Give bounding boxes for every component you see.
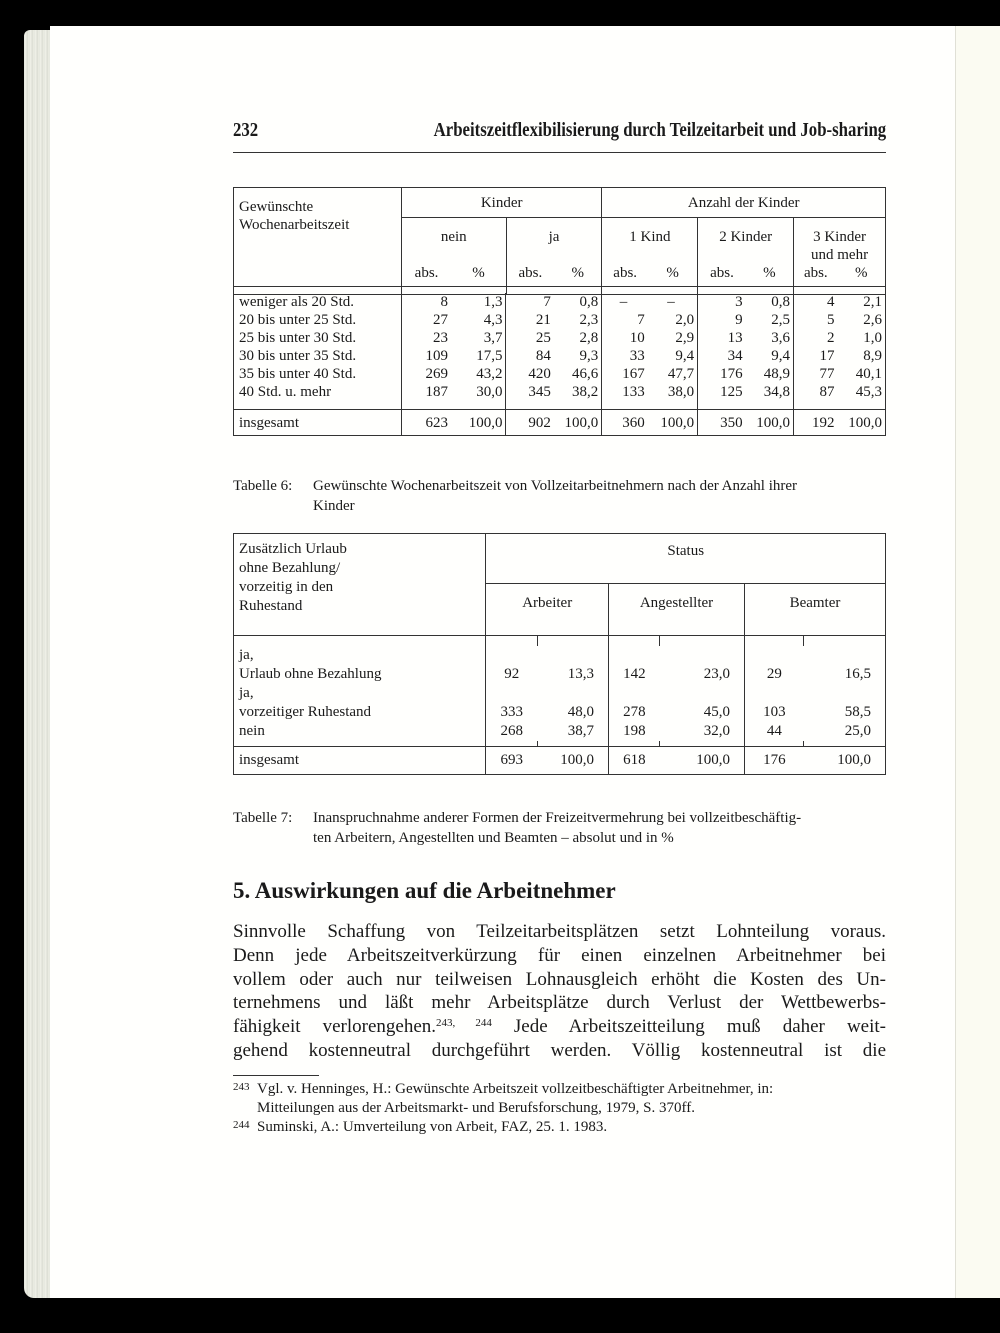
running-title: Arbeitszeitflexibilisierung durch Teilzeitarbeit und Job-sharing: [433, 120, 886, 141]
body-line: Denn jede Arbeitszeitverkürzung für einen einzelnen Arbeitnehmer bei: [233, 944, 886, 966]
cell-pct: 46,6: [554, 365, 602, 383]
row-label: 40 Std. u. mehr: [234, 383, 402, 401]
header-1-kind: 1 Kind: [602, 218, 698, 265]
stub-header-line: Ruhestand: [239, 598, 303, 614]
cell-abs: 13: [727, 330, 743, 346]
cell-pct: 2,3: [554, 311, 602, 329]
table-row: [234, 365, 886, 383]
row-label: 30 bis unter 35 Std.: [234, 347, 402, 365]
caption-text: [313, 476, 797, 516]
stub-header-line: Zusätzlich Urlaub: [239, 541, 347, 557]
cell-abs: 25: [535, 330, 551, 346]
page-number: 232: [233, 120, 259, 141]
cell-pct: 38,2: [554, 383, 602, 401]
cell-abs: 27: [433, 312, 449, 328]
header-status: Status: [486, 534, 886, 584]
row-label: [234, 722, 486, 741]
cell-abs: 618: [609, 747, 660, 775]
cell-pct: 100,0: [746, 409, 794, 435]
row-label: insgesamt: [234, 409, 402, 435]
cell-abs: 3: [735, 294, 743, 310]
cell-abs: 9: [735, 312, 743, 328]
row-label-line: ja,: [239, 684, 254, 701]
cell-abs: 333: [486, 684, 537, 722]
cell-abs: 21: [535, 312, 551, 328]
unit-pct: %: [763, 265, 776, 281]
cell-pct: 9,4: [746, 347, 794, 365]
cell-abs: 8: [440, 294, 449, 310]
cell-abs: 84: [535, 348, 551, 364]
row-label-line: nein: [239, 722, 265, 739]
cell-abs: 278: [609, 684, 660, 722]
row-label: [234, 646, 486, 684]
cell-pct: 2,5: [746, 311, 794, 329]
caption-line: ten Arbeitern, Angestellten und Beamten – absolut und in %: [313, 830, 674, 846]
cell-pct: 3,6: [746, 329, 794, 347]
running-head: [233, 120, 886, 153]
cell-pct: 38,0: [648, 383, 698, 401]
table7-caption: [233, 808, 893, 848]
table7-stub-header: [234, 534, 486, 636]
cell-pct: 47,7: [648, 365, 698, 383]
unit-pct: %: [855, 265, 868, 281]
cell-abs: 34: [727, 348, 743, 364]
cell-pct: 32,0: [660, 722, 745, 741]
caption-line: Kinder: [313, 498, 355, 514]
cell-abs: 7: [637, 312, 645, 328]
footnote-ref: 243, 244: [436, 1017, 492, 1030]
cell-abs: 4: [826, 294, 835, 310]
cell-abs: 17: [819, 348, 835, 364]
cell-pct: 0,8: [746, 293, 794, 311]
table-row: [234, 646, 886, 684]
table-row: [234, 347, 886, 365]
cell-pct: 40,1: [837, 365, 885, 383]
spacer-row: [234, 401, 886, 409]
cell-pct: 13,3: [537, 646, 609, 684]
caption-tag: Tabelle 7:: [233, 810, 293, 826]
cell-pct: 2,9: [648, 329, 698, 347]
row-label-line: vorzeitiger Ruhestand: [239, 703, 372, 720]
header-beamter: Beamter: [744, 584, 885, 636]
cell-pct: 100,0: [554, 409, 602, 435]
unit-pct: %: [571, 265, 584, 281]
body-line: ternehmens und läßt mehr Arbeitsplätze durch Verlust der Wettbewerbs-: [233, 992, 886, 1014]
header-3-kinder-line1: 3 Kinder: [813, 229, 866, 245]
caption-text: [313, 808, 801, 848]
table-total-row: [234, 409, 886, 435]
footnote-rule: [233, 1075, 319, 1076]
unit-abs: abs.: [401, 264, 451, 286]
cell-pct: 1,0: [837, 329, 885, 347]
footnote-244: [233, 1118, 893, 1137]
table-6: [233, 187, 886, 295]
stub-header-line: ohne Bezahlung/: [239, 560, 341, 576]
cell-pct: 25,0: [804, 722, 886, 741]
row-label: 20 bis unter 25 Std.: [234, 311, 402, 329]
footnote-line: Suminski, A.: Umverteilung von Arbeit, FAZ, 25. 1. 1983.: [257, 1119, 608, 1135]
cell-pct: 45,3: [837, 383, 885, 401]
cell-pct: 100,0: [837, 409, 885, 435]
cell-pct: 58,5: [804, 684, 886, 722]
cell-pct: 43,2: [451, 365, 506, 383]
header-kinder: Kinder: [401, 188, 602, 218]
cell-pct: 0,8: [554, 293, 602, 311]
cell-abs: 103: [744, 684, 803, 722]
footnote-number: 243: [233, 1081, 250, 1093]
cell-abs: 33: [629, 348, 645, 364]
unit-pct: %: [472, 265, 485, 281]
table6-stub-header: [234, 188, 402, 287]
cell-pct: 48,9: [746, 365, 794, 383]
cell-pct: 2,6: [837, 311, 885, 329]
cell-pct: 2,0: [648, 311, 698, 329]
body-text-fragment: Jede Arbeitszeitteilung muß daher weit-: [491, 1016, 886, 1038]
cell-abs: 23: [433, 330, 449, 346]
cell-pct: 16,5: [804, 646, 886, 684]
header-anzahl-der-kinder: Anzahl der Kinder: [602, 188, 886, 218]
footnote-number: 244: [233, 1119, 250, 1131]
cell-abs: 2: [826, 330, 835, 346]
cell-pct: 100,0: [537, 747, 609, 775]
cell-abs: 198: [609, 722, 660, 741]
table-row: [234, 383, 886, 401]
table-row: [234, 311, 886, 329]
unit-abs: abs.: [506, 264, 554, 286]
row-label-line: ja,: [239, 646, 254, 663]
footnote-line: Mitteilungen aus der Arbeitsmarkt- und Berufsforschung, 1979, S. 370ff.: [257, 1100, 695, 1116]
cell-abs: 345: [528, 384, 551, 400]
header-angestellter: Angestellter: [609, 584, 745, 636]
caption-tag: Tabelle 6:: [233, 478, 293, 494]
cell-pct: 45,0: [660, 684, 745, 722]
cell-pct: 9,4: [648, 347, 698, 365]
stub-header-line: Wochenarbeitszeit: [239, 217, 350, 233]
cell-abs: 87: [819, 384, 835, 400]
body-line: Sinnvolle Schaffung von Teilzeitarbeitsplätzen setzt Lohnteilung voraus.: [233, 921, 886, 942]
cell-pct: 30,0: [451, 383, 506, 401]
cell-abs: 142: [609, 646, 660, 684]
cell-abs: 268: [486, 722, 537, 741]
cell-pct: 3,7: [451, 329, 506, 347]
cell-pct: 23,0: [660, 646, 745, 684]
header-3-kinder: [794, 218, 886, 265]
cell-abs: 167: [622, 366, 645, 382]
unit-pct: %: [666, 265, 679, 281]
stub-header-line: Gewünschte: [239, 199, 314, 215]
unit-abs: abs.: [698, 264, 746, 286]
cell-abs: 92: [486, 646, 537, 684]
cell-pct: 38,7: [537, 722, 609, 741]
row-label: weniger als 20 Std.: [234, 293, 402, 311]
cell-abs: 350: [720, 414, 743, 431]
cell-pct: 9,3: [554, 347, 602, 365]
footnote-243: [233, 1080, 893, 1118]
cell-pct: 8,9: [837, 347, 885, 365]
footnotes: [233, 1080, 893, 1137]
body-line: [233, 1015, 886, 1039]
table-row: [234, 329, 886, 347]
cell-pct: 100,0: [660, 747, 745, 775]
body-line: vollem oder auch nur teilweisen Lohnausgleich erhöht die Kosten des Un-: [233, 968, 886, 990]
cell-abs: 125: [720, 384, 743, 400]
header-nein: nein: [401, 218, 506, 265]
cell-abs: 29: [744, 646, 803, 684]
table-row: [234, 722, 886, 741]
cell-abs: 192: [811, 414, 835, 431]
cell-abs: 623: [425, 414, 449, 431]
cell-abs: –: [619, 294, 628, 310]
cell-abs: 360: [622, 414, 645, 431]
cell-pct: 1,3: [451, 293, 506, 311]
cell-abs: 902: [528, 414, 551, 431]
table-row: [234, 684, 886, 722]
spacer-row: [234, 636, 886, 646]
section-heading: 5. Auswirkungen auf die Arbeitnehmer: [233, 878, 616, 903]
table-6-body: [233, 293, 886, 436]
cell-abs: 5: [826, 312, 835, 328]
cell-pct: 48,0: [537, 684, 609, 722]
table-row: [234, 293, 886, 311]
unit-abs: abs.: [602, 264, 648, 286]
header-arbeiter: Arbeiter: [486, 584, 609, 636]
caption-line: Gewünschte Wochenarbeitszeit von Vollzeitarbeitnehmern nach der Anzahl ihrer: [313, 478, 798, 494]
body-line: gehend kostenneutral durchgeführt werden. Völlig kostenneutral ist die: [233, 1039, 886, 1061]
table-7: [233, 533, 886, 775]
cell-abs: 133: [622, 384, 645, 400]
cell-abs: 109: [425, 348, 449, 364]
footnote-line: Vgl. v. Henninges, H.: Gewünschte Arbeitszeit vollzeitbeschäftigter Arbeitnehmer, in:: [257, 1081, 774, 1097]
cell-abs: 77: [819, 366, 835, 382]
cell-pct: 4,3: [451, 311, 506, 329]
cell-pct: 2,1: [837, 293, 885, 311]
cell-pct: 100,0: [648, 409, 698, 435]
header-ja: ja: [506, 218, 602, 265]
cell-pct: 2,8: [554, 329, 602, 347]
table-total-row: [234, 747, 886, 775]
cell-abs: 187: [425, 384, 449, 400]
caption-line: Inanspruchnahme anderer Formen der Freizeitvermehrung bei vollzeitbeschäftig-: [313, 810, 802, 826]
cell-pct: 100,0: [804, 747, 886, 775]
cell-abs: 7: [543, 294, 551, 310]
cell-abs: 10: [629, 330, 645, 346]
row-label: 35 bis unter 40 Std.: [234, 365, 402, 383]
header-3-kinder-line2: und mehr: [811, 247, 869, 263]
stub-header-line: vorzeitig in den: [239, 579, 334, 595]
cell-pct: 17,5: [451, 347, 506, 365]
cell-pct: 34,8: [746, 383, 794, 401]
cell-abs: 269: [425, 366, 449, 382]
cell-pct: 100,0: [451, 409, 506, 435]
cell-abs: 176: [720, 366, 743, 382]
header-2-kinder: 2 Kinder: [698, 218, 794, 265]
unit-abs: abs.: [794, 264, 838, 286]
cell-abs: 44: [744, 722, 803, 741]
body-paragraph: [233, 920, 886, 1063]
cell-abs: 420: [528, 366, 551, 382]
row-label: insgesamt: [234, 747, 486, 775]
row-label: [234, 684, 486, 722]
table6-caption: [233, 476, 893, 516]
cell-pct: –: [648, 293, 698, 311]
body-text-fragment: fähigkeit verlorengehen.: [233, 1016, 437, 1038]
row-label-line: Urlaub ohne Bezahlung: [239, 665, 382, 682]
cell-abs: 693: [486, 747, 537, 775]
row-label: 25 bis unter 30 Std.: [234, 329, 402, 347]
cell-abs: 176: [744, 747, 803, 775]
facing-page-edge: [955, 26, 1000, 1298]
